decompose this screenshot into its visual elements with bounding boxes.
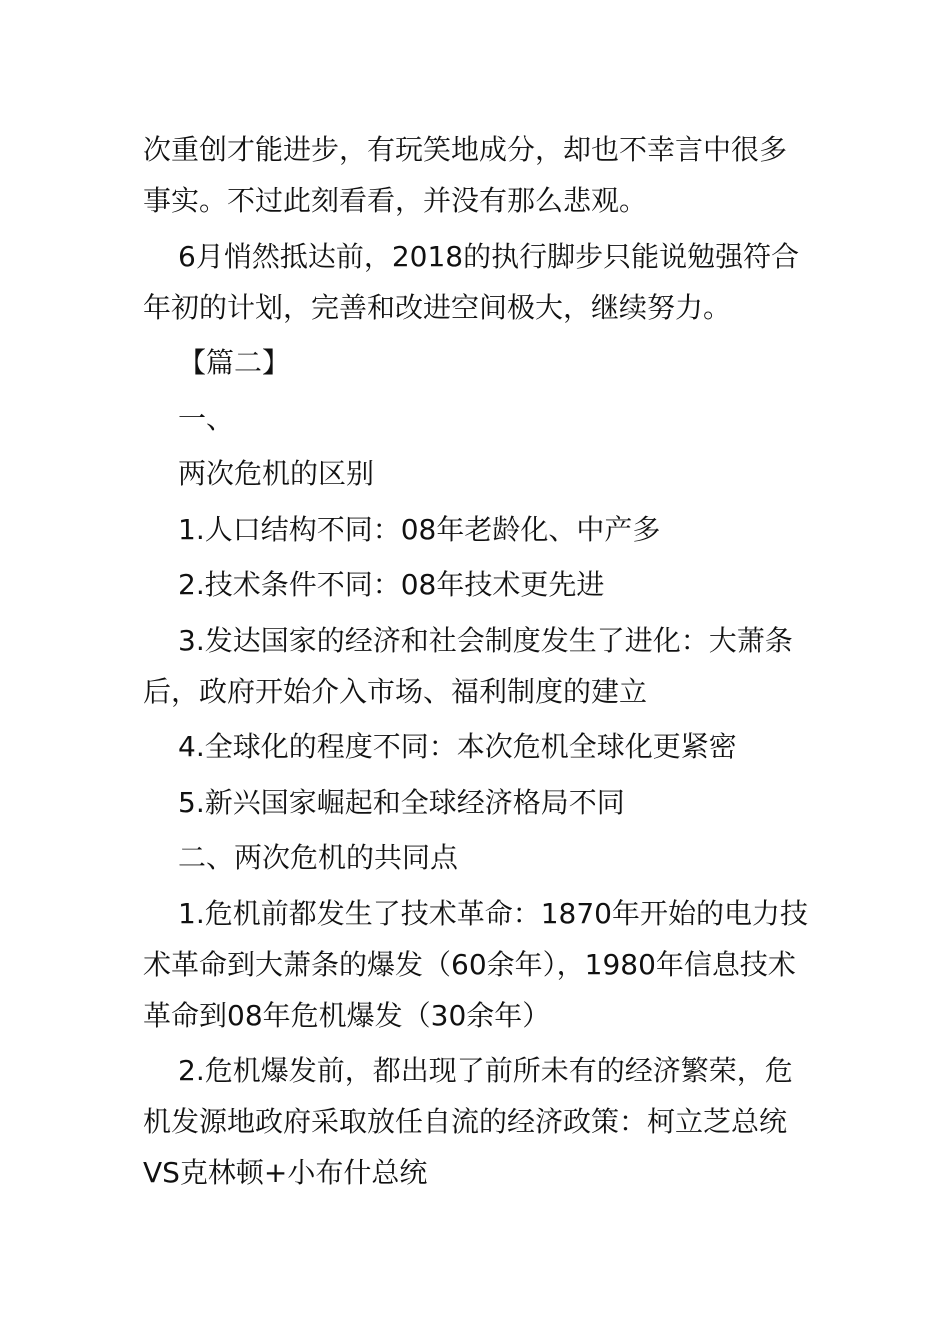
- paragraph-june-summary: 6月悄然抵达前，2018的执行脚步只能说勉强符合年初的计划，完善和改进空间极大，继续努力。: [143, 239, 800, 324]
- list-item-difference-1: 1.人口结构不同：08年老龄化、中产多: [178, 512, 661, 546]
- list-item-similarity-2: 2.危机爆发前，都出现了前所未有的经济繁荣，危机发源地政府采取放任自流的经济政策：柯立芝总统VS克林顿+小布什总统: [143, 1054, 793, 1189]
- section-heading-part-two: 【篇二】: [178, 346, 291, 379]
- section-number-one: 一、: [178, 401, 235, 435]
- list-item-difference-5: 5.新兴国家崛起和全球经济格局不同: [178, 785, 625, 819]
- list-item-difference-2: 2.技术条件不同：08年技术更先进: [178, 568, 605, 601]
- list-item-similarity-1: 1.危机前都发生了技术革命：1870年开始的电力技术革命到大萧条的爆发（60余年），1980年信息技术革命到08年危机爆发（30余年）: [143, 896, 808, 1032]
- document-page: [143, 124, 809, 1203]
- paragraph-continued-intro: 次重创才能进步，有玩笑地成分，却也不幸言中很多事实。不过此刻看看，并没有那么悲观。: [143, 133, 788, 217]
- subheading-differences: 两次危机的区别: [178, 457, 375, 490]
- list-item-difference-3: 3.发达国家的经济和社会制度发生了进化：大萧条后，政府开始介入市场、福利制度的建立: [143, 623, 793, 708]
- subheading-similarities: 二、两次危机的共同点: [178, 841, 459, 874]
- list-item-difference-4: 4.全球化的程度不同：本次危机全球化更紧密: [178, 730, 737, 763]
